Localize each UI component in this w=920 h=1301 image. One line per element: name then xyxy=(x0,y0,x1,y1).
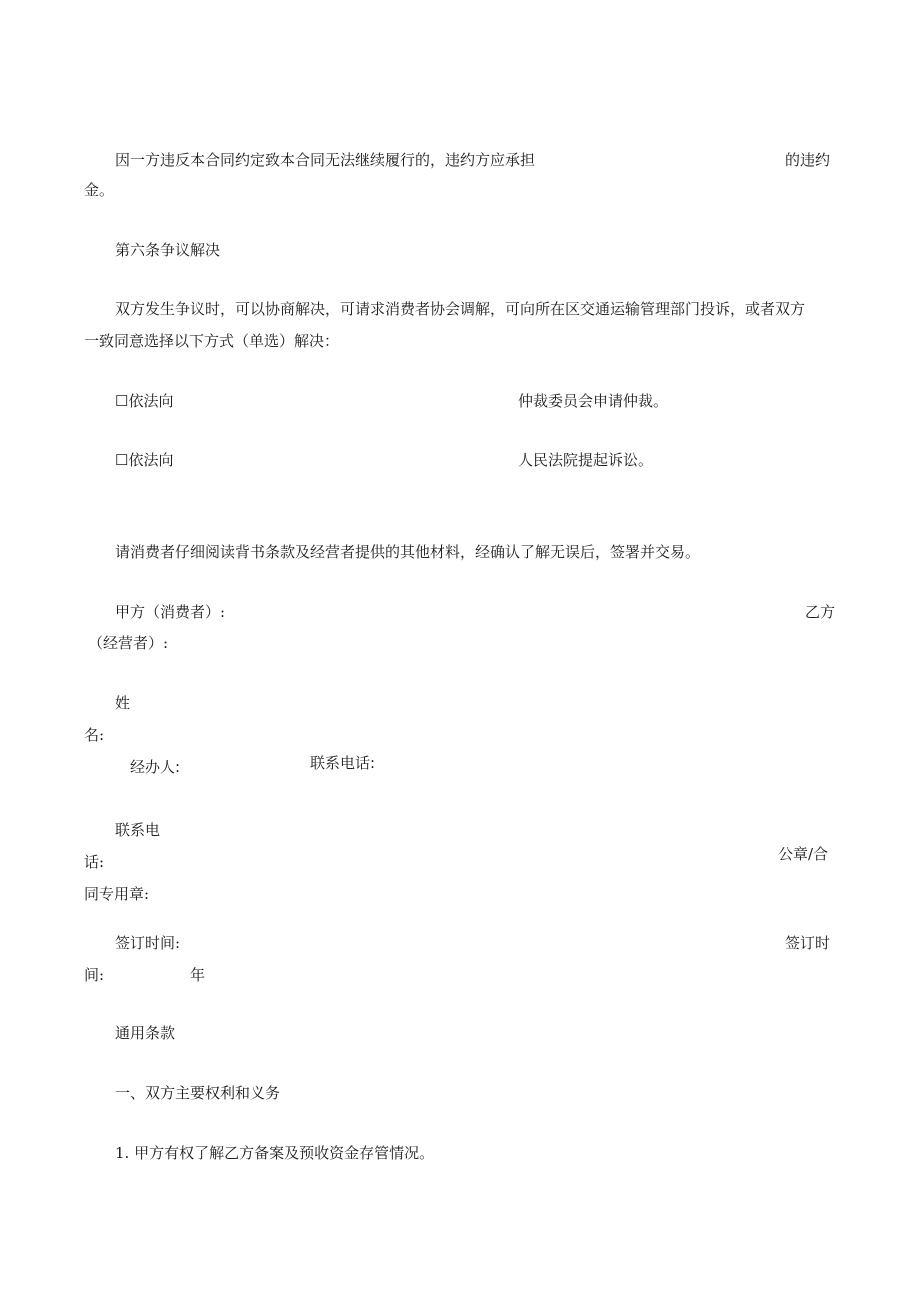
name-label: 姓 xyxy=(115,694,131,712)
party-b-label: 乙方 xyxy=(805,603,836,621)
penalty-line1-right: 的违约 xyxy=(785,151,831,169)
arbitration-option: ☐依法向 xyxy=(115,392,174,410)
party-a-sign-time-label: 签订时间: xyxy=(115,934,181,952)
party-a-phone-label-cont: 话: xyxy=(84,853,105,871)
year-label: 年 xyxy=(190,966,206,984)
party-b-label-cont: （经营者）: xyxy=(88,634,169,652)
general-terms-title: 通用条款 xyxy=(115,1024,176,1042)
arbitration-option-text: 仲裁委员会申请仲裁。 xyxy=(518,392,669,410)
seal-label: 公章/合 xyxy=(778,845,829,863)
party-a-phone-label: 联系电 xyxy=(115,821,161,839)
party-b-sign-time-label-cont: 间: xyxy=(84,966,105,984)
section-rights-obligations: 一、双方主要权利和义务 xyxy=(115,1084,281,1102)
handler-label: 经办人: xyxy=(130,758,181,776)
penalty-line1-left: 因一方违反本合同约定致本合同无法继续履行的，违约方应承担 xyxy=(115,151,536,169)
party-b-sign-time-label: 签订时 xyxy=(785,934,831,952)
party-b-phone-label: 联系电话: xyxy=(310,754,376,772)
article6-title: 第六条争议解决 xyxy=(115,241,221,259)
litigation-option: ☐依法向 xyxy=(115,451,174,469)
article6-intro-line1: 双方发生争议时，可以协商解决，可请求消费者协会调解，可向所在区交通运输管理部门投诉，或者双方 xyxy=(115,300,806,318)
penalty-line2: 金。 xyxy=(84,181,115,199)
litigation-option-text: 人民法院提起诉讼。 xyxy=(518,451,654,469)
party-a-label: 甲方（消费者）: xyxy=(115,603,226,621)
article6-intro-line2: 一致同意选择以下方式（单选）解决： xyxy=(84,332,340,350)
clause-item-1: 1. 甲方有权了解乙方备案及预收资金存管情况。 xyxy=(115,1144,435,1162)
seal-label-cont: 同专用章: xyxy=(84,885,150,903)
name-label-cont: 名: xyxy=(84,726,105,744)
consumer-notice: 请消费者仔细阅读背书条款及经营者提供的其他材料，经确认了解无误后，签署并交易。 xyxy=(115,543,701,561)
